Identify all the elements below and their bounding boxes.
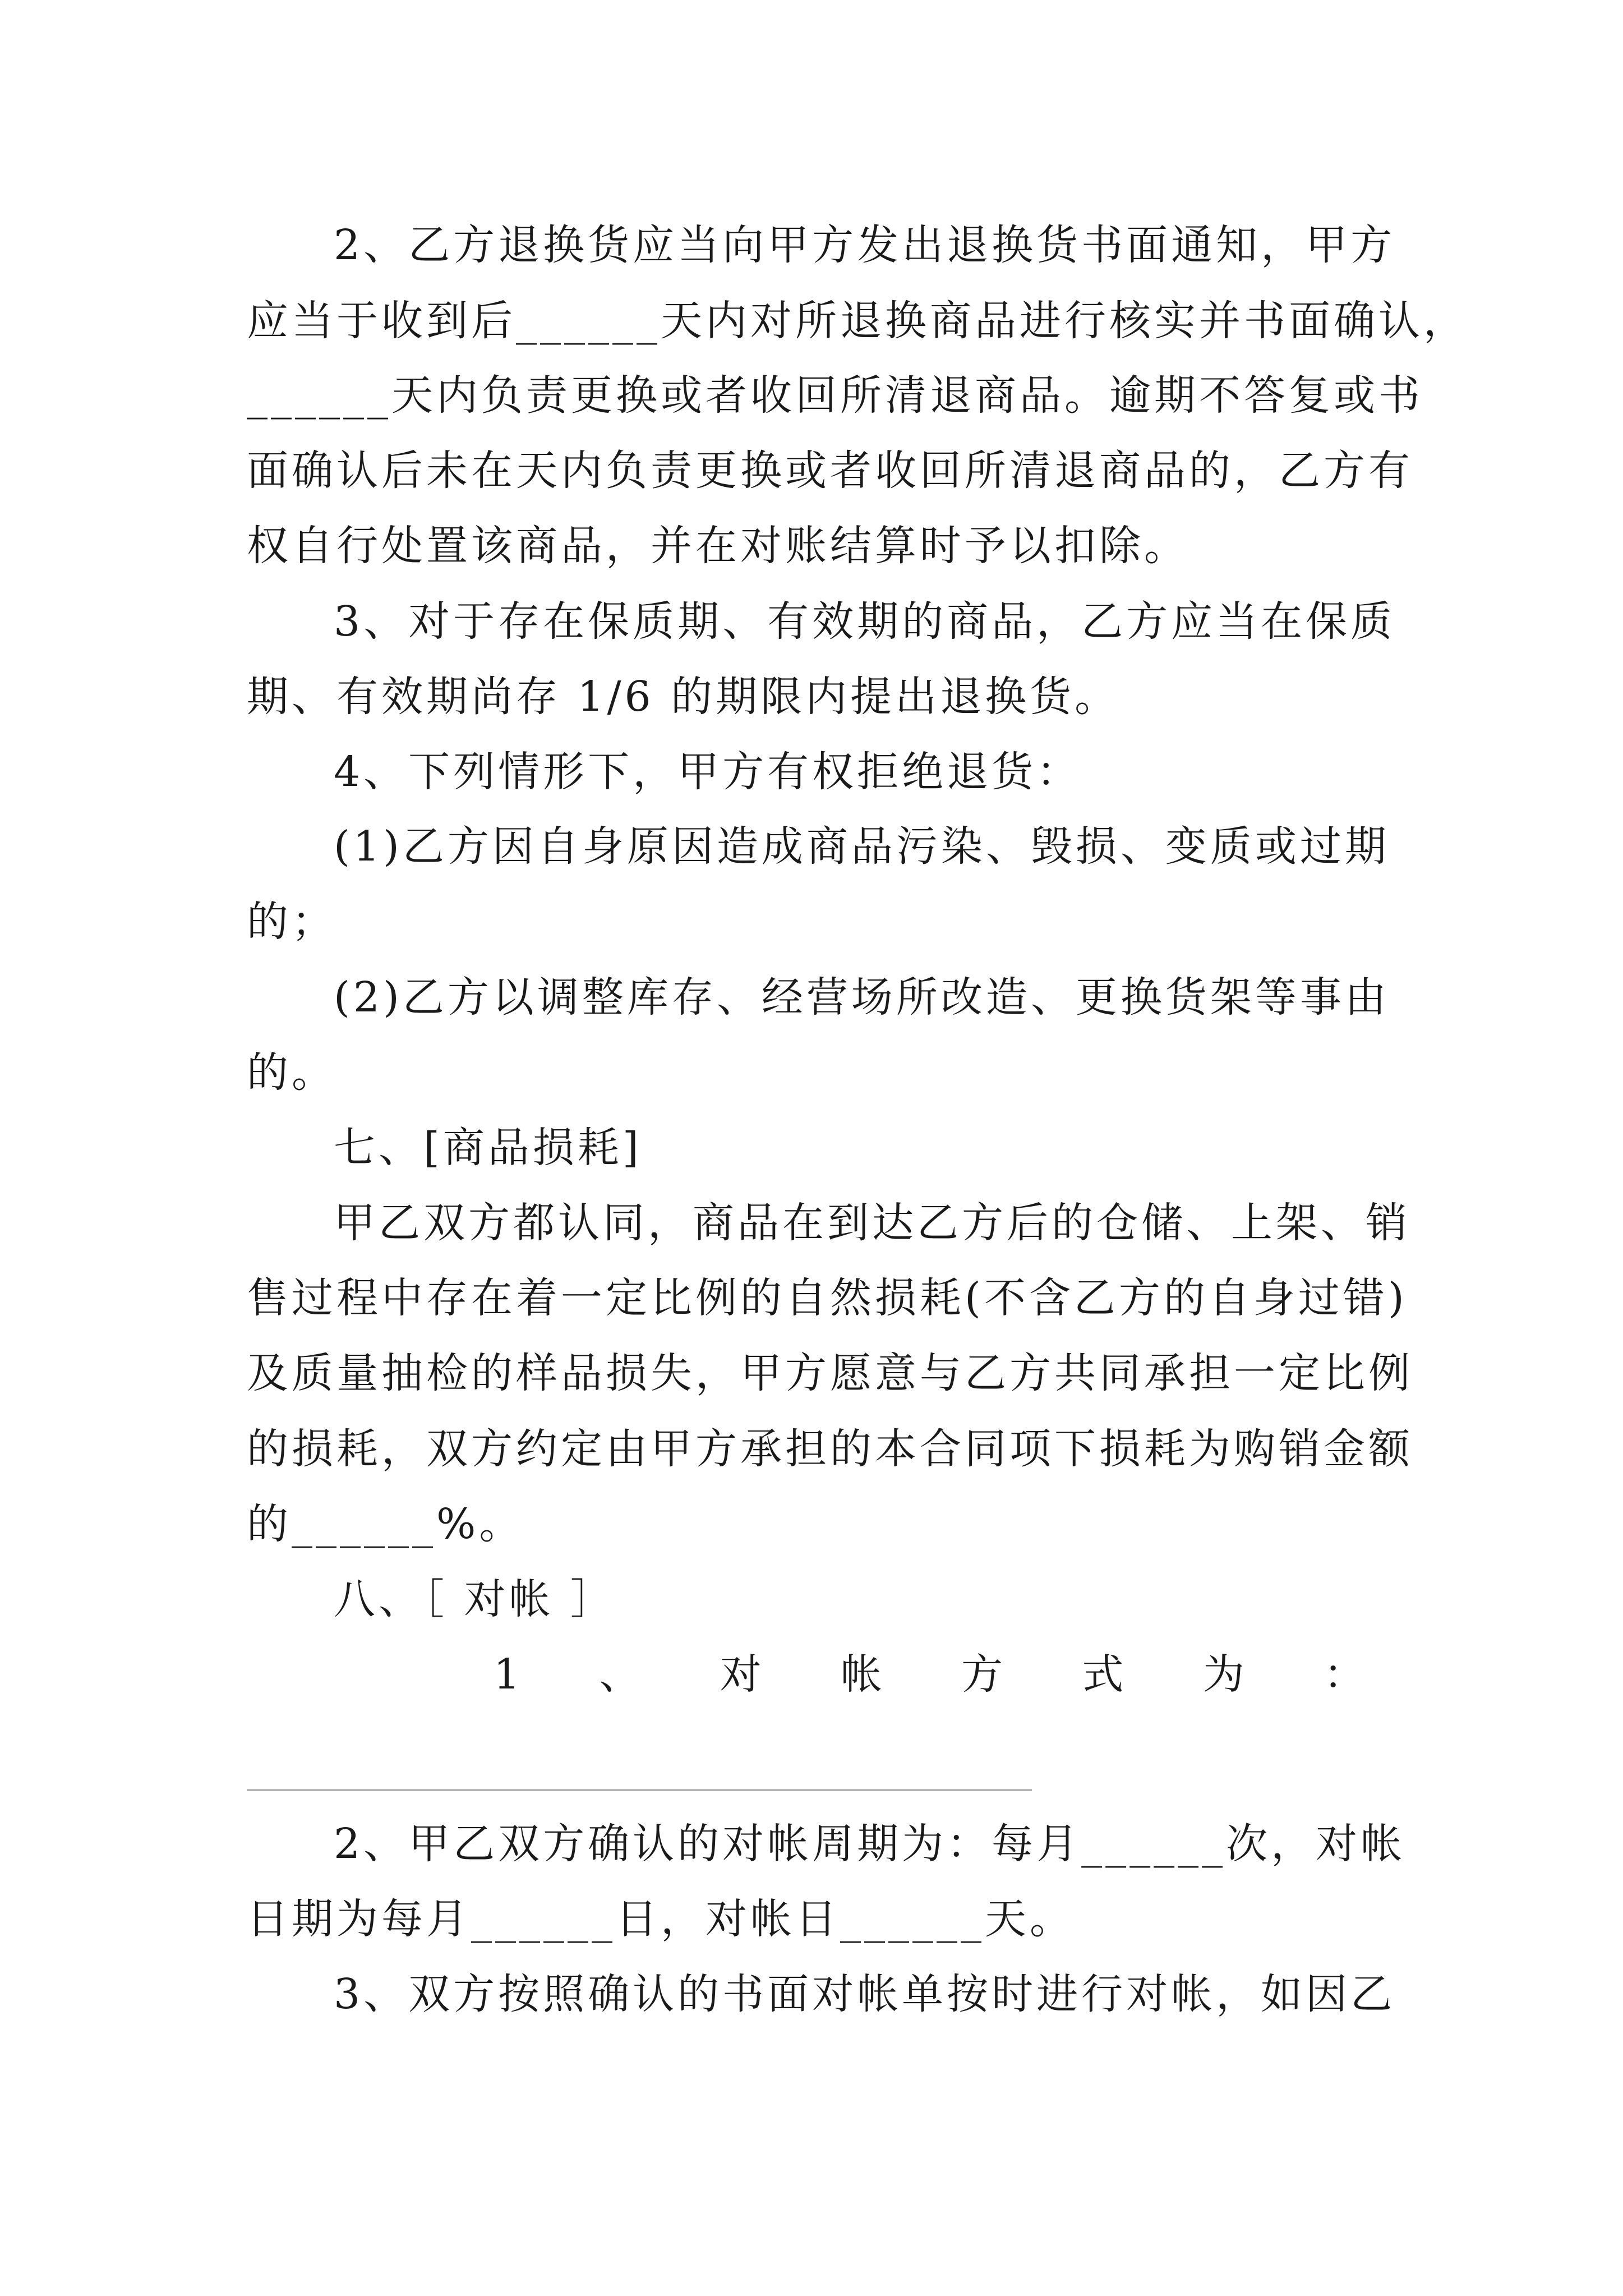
text-line: 的损耗，双方约定由甲方承担的本合同项下损耗为购销金额 [247, 1425, 1413, 1473]
text-line: 的； [247, 898, 336, 946]
text-line: 4、下列情形下，甲方有权拒绝退货： [334, 748, 1082, 796]
text-line: 面确认后未在天内负责更换或者收回所清退商品的，乙方有 [247, 447, 1413, 495]
justified-char: 帐 [840, 1650, 886, 1699]
justified-char: 式 [1082, 1650, 1127, 1699]
text-line: (2)乙方以调整库存、经营场所改造、更换货架等事由 [334, 973, 1390, 1022]
text-line: 3、对于存在保质期、有效期的商品，乙方应当在保质 [334, 597, 1396, 646]
text-line: 的______%。 [247, 1500, 524, 1548]
text-line: 日期为每月______日，对帐日______天。 [247, 1895, 1075, 1943]
text-line: (1)乙方因自身原因造成商品污染、毁损、变质或过期 [334, 822, 1390, 871]
justified-char: 1 [494, 1650, 524, 1699]
text-line: 应当于收到后______天内对所退换商品进行核实并书面确认， [247, 297, 1468, 345]
text-line: 期、有效期尚存 1/6 的期限内提出退换货。 [247, 673, 1120, 721]
text-line: 的。 [247, 1048, 336, 1097]
justified-line [494, 1650, 1368, 1699]
text-line: 2、乙方退换货应当向甲方发出退换货书面通知，甲方 [334, 221, 1396, 269]
section-heading: 七、[商品损耗] [334, 1124, 642, 1172]
text-line: 甲乙双方都认同，商品在到达乙方后的仓储、上架、销 [334, 1199, 1410, 1247]
text-line: 售过程中存在着一定比例的自然损耗(不含乙方的自身过错) [247, 1274, 1408, 1322]
justified-char: 、 [599, 1650, 644, 1699]
section-heading: 八、［ 对帐 ］ [334, 1575, 616, 1623]
text-line: 及质量抽检的样品损失，甲方愿意与乙方共同承担一定比例 [247, 1349, 1413, 1397]
justified-char: 对 [720, 1650, 765, 1699]
text-line: ______天内负责更换或者收回所清退商品。逾期不答复或书 [247, 371, 1423, 420]
justified-char: 为 [1202, 1650, 1248, 1699]
text-line: 2、甲乙双方确认的对帐周期为：每月______次，对帐 [334, 1820, 1406, 1868]
justified-char: 方 [961, 1650, 1007, 1699]
text-line: 权自行处置该商品，并在对账结算时予以扣除。 [247, 522, 1189, 570]
justified-char: ： [1323, 1650, 1368, 1699]
text-line: 3、双方按照确认的书面对帐单按时进行对帐，如因乙 [334, 1970, 1396, 2018]
blank-underline [247, 1789, 1032, 1791]
